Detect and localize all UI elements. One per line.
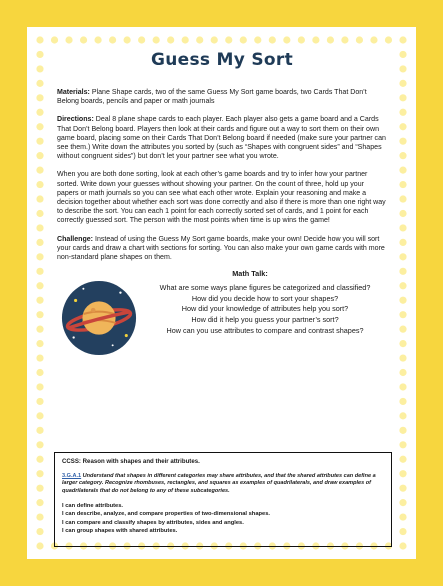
planet-icon [60,279,138,357]
math-talk-question: How can you use attributes to compare and contrast shapes? [166,325,364,335]
standard-code-link[interactable]: 3.G.A.1 [62,473,82,479]
content [57,50,387,357]
materials-text: Plane Shape cards, two of the same Guess My Sort game boards, two Cards That Don’t Belong boards, pencils and paper or math journals [57,89,367,106]
math-talk-question: How did you decide how to sort your shapes? [191,293,339,303]
math-talk-question: What are some ways plane figures be categorized and classified? [159,283,371,293]
materials-label: Materials: [57,89,90,96]
math-talk-section [57,269,387,357]
challenge-text: Instead of using the Guess My Sort game boards, make your own! Decide how you will sort your cards and draw a chart with sections for sorting. You can also make your own game cards with more non-standard plane shapes on them. [57,235,385,262]
directions-paragraph [57,115,387,161]
can-statement: I can group shapes with shared attributes. [62,527,178,534]
ccss-box [54,452,392,547]
standard-text: Understand that shapes in different categories may share attributes, and that the shared attributes can define a larger category. Recognize rhombuses, rectangles, and squares as examples of quadrilaterals, and draw examples of quadrilaterals that do not belong to any of these subcategories. [62,473,376,494]
challenge-label: Challenge: [57,235,94,243]
can-statement: I can describe, analyze, and compare properties of two-dimensional shapes. [62,511,271,518]
scoring-paragraph: When you are both done sorting, look at each other’s game boards and try to infer how your partner sorted. Write down your guesses without showing your partner. On the count of three, hold up your papers or math journals so you can see what each other wrote. Explain your reasoning and make a decision together about whether each sort was done correctly and also if there is more than one right way to describe the sort. You can each 1 point for each correctly sorted set of cards, and 1 point for each correctly guessed sort. The person with the most points when time is up wins the game! [57,171,386,225]
ccss-title: CCSS: Reason with shapes and their attributes. [62,458,200,465]
page-title: Guess My Sort [151,50,293,70]
ccss-standard [62,473,384,495]
math-talk-question: How did it help you guess your partner’s sort? [191,315,339,325]
math-talk-question: How did your knowledge of attributes help you sort? [181,304,349,314]
challenge-paragraph [57,235,387,263]
materials-paragraph [57,88,387,106]
can-statement: I can define attributes. [62,503,124,510]
can-statement: I can compare and classify shapes by attributes, sides and angles. [62,519,244,526]
directions-label: Directions: [57,116,94,124]
math-talk-questions [143,283,387,336]
can-statements [62,502,384,535]
directions-text: Deal 8 plane shape cards to each player. Each player also gets a game board and a Cards That Don’t Belong board. Players then look at their cards and figure out a way to sort them on their own game board, placing some on their Cards That Don’t Belong board if needed (make sure your partner can see them.) Write down the attributes you sorted by (such as “Shapes with congruent sides” and “Shapes without congruent sides”) but don’t let your partner see what you wrote. [57,116,386,161]
math-talk-title: Math Talk: [232,269,268,279]
